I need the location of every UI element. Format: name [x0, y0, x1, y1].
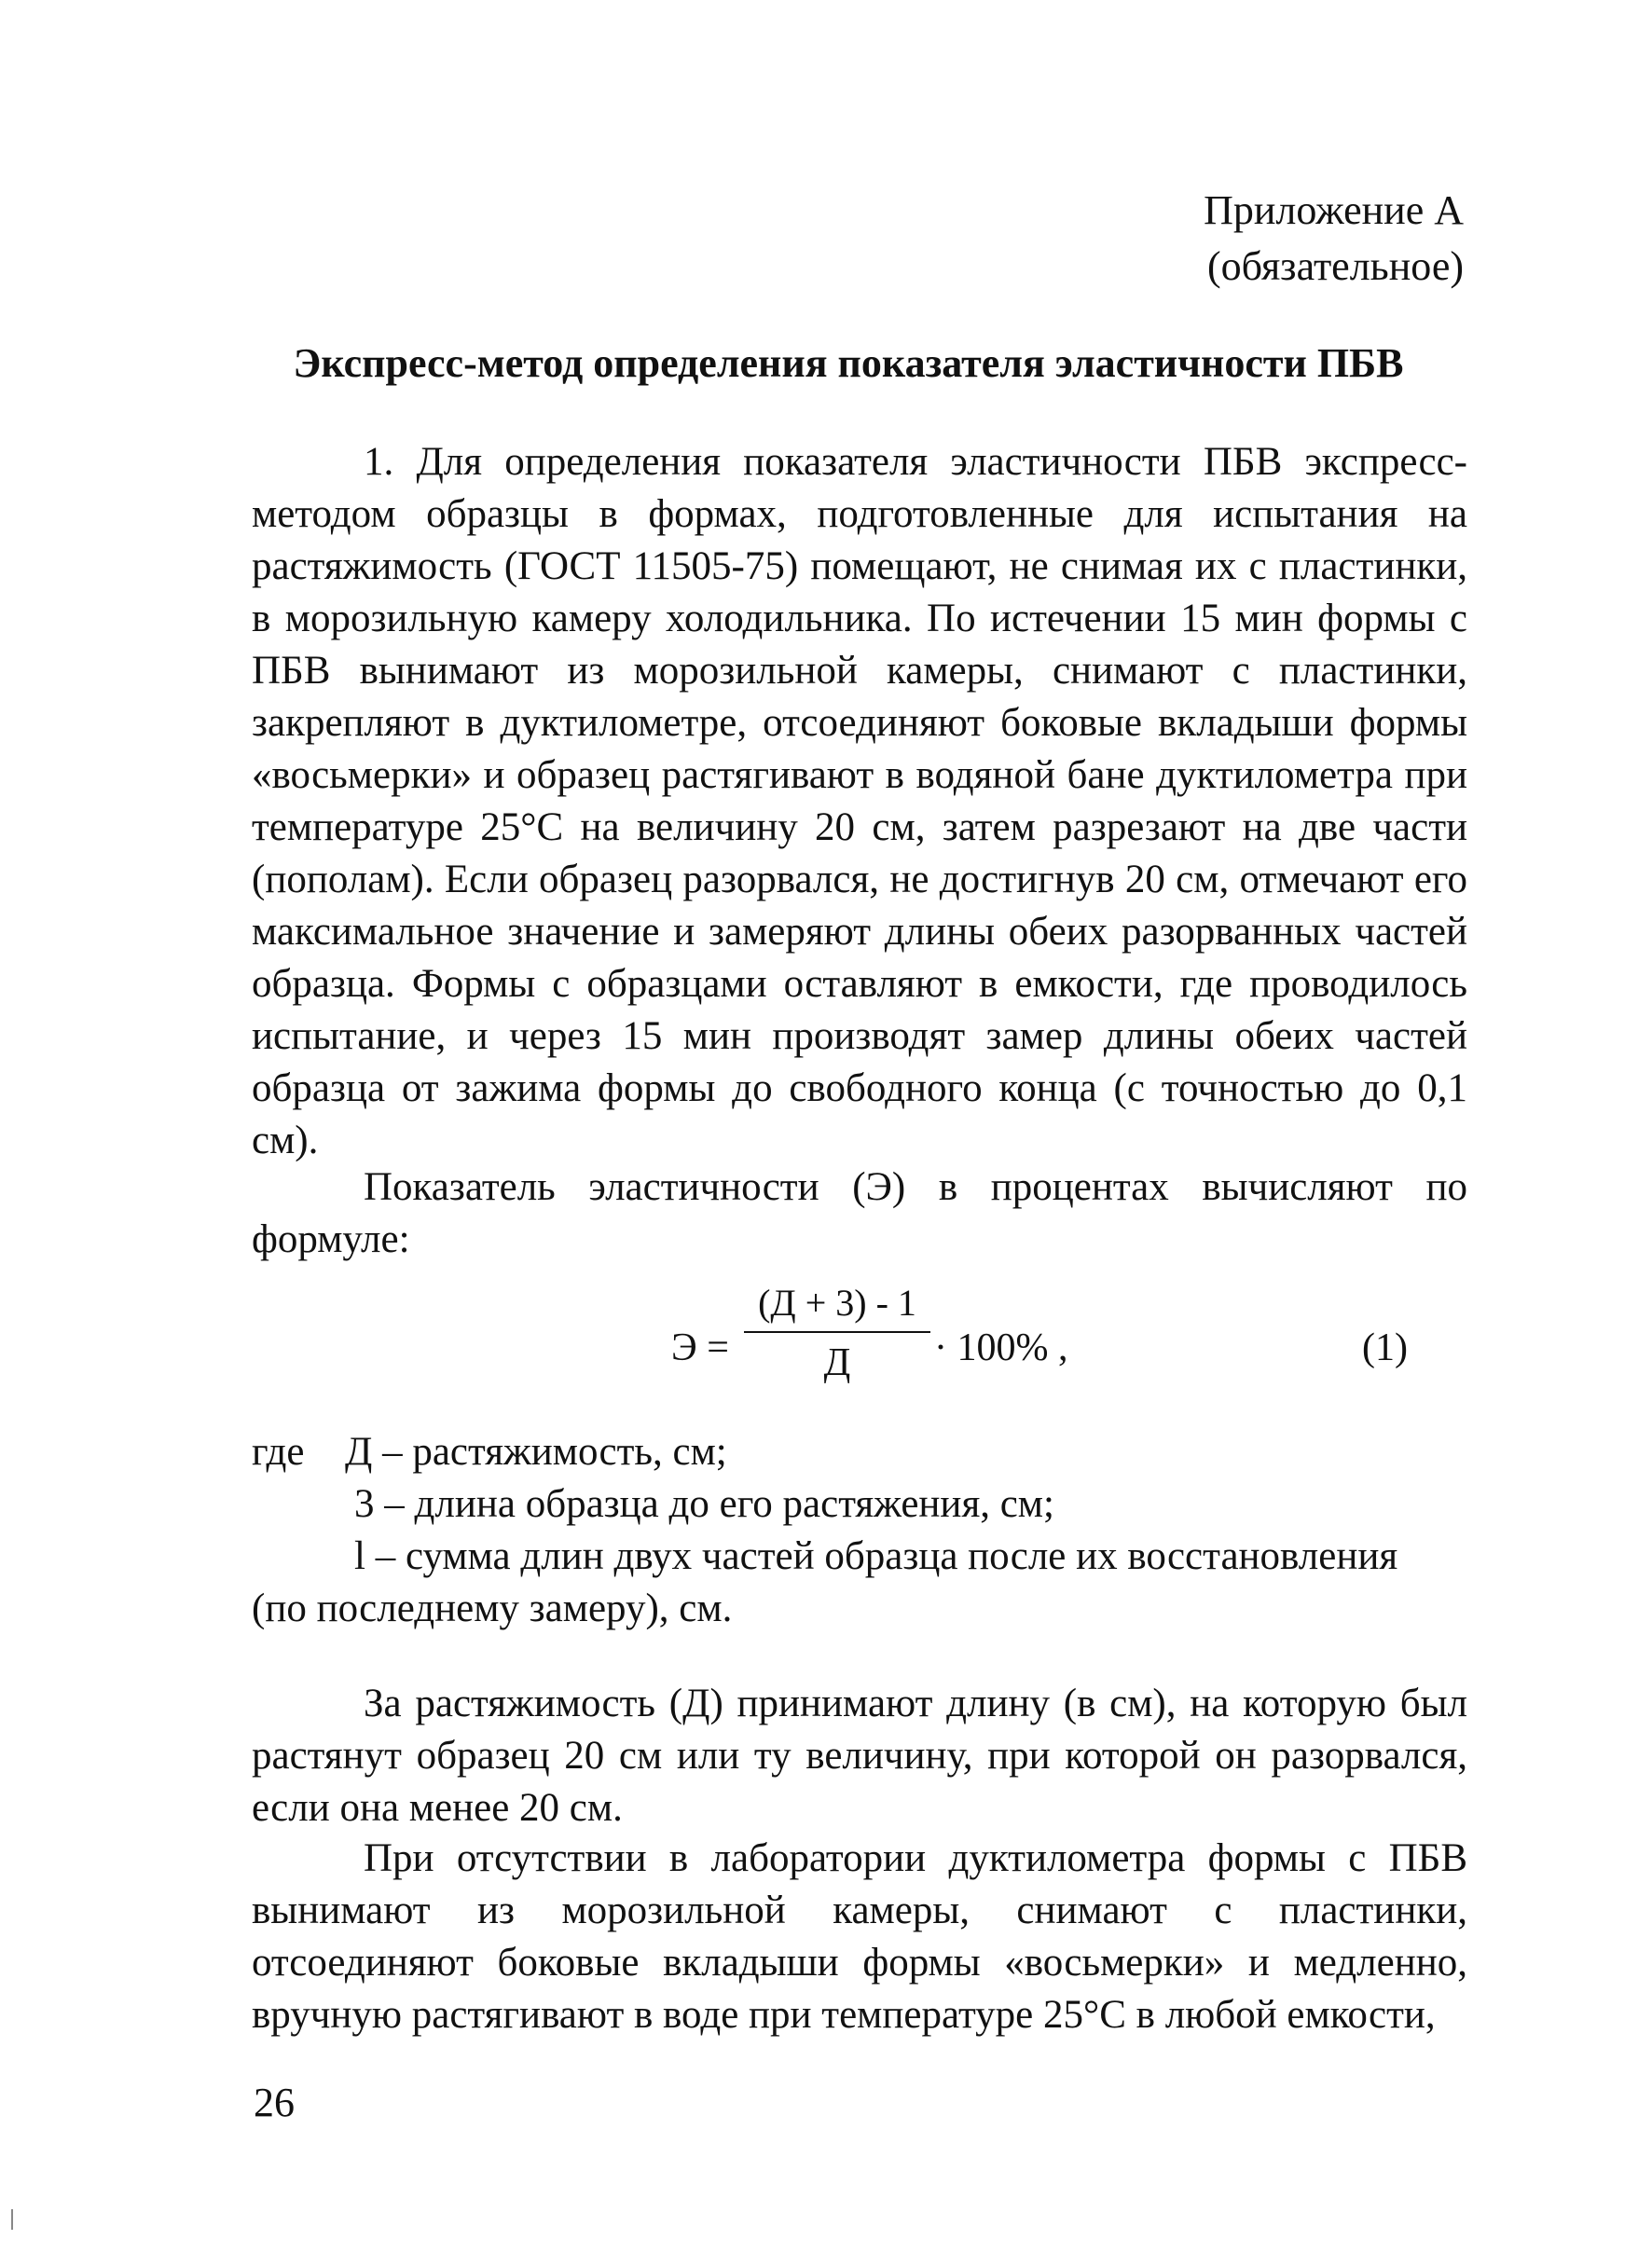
paragraph-extensibility: За растяжимость (Д) принимают длину (в см), на которую был растянут образец 20 см или ту величину, при которой он разорвался, если она менее 20 см.	[252, 1682, 1467, 1830]
formula-denominator: Д	[823, 1341, 851, 1384]
where-label: где	[252, 1430, 305, 1474]
paragraph-formula-intro: Показатель эластичности (Э) в процентах вычисляют по формуле:	[252, 1165, 1467, 1261]
annex-heading	[1204, 183, 1464, 295]
formula-numerator: (Д + 3) - 1	[758, 1282, 916, 1324]
annex-label: Приложение А	[1204, 187, 1464, 233]
fraction-bar	[744, 1331, 930, 1333]
definition-l-cont: (по последнему замеру), см.	[252, 1587, 733, 1630]
formula-number: (1)	[1362, 1326, 1408, 1369]
paragraph-procedure: 1. Для определения показателя эластичности ПБВ экспресс-методом образцы в формах, подготовленные для испытания на растяжимость (ГОСТ 11505-75) помещают, не снимая их с пластинки, в морозильную камеру холодильника. По истечении 15 мин формы с ПБВ вынимают из морозильной камеры, снимают с пластинки, закрепляют в дуктилометре, отсоединяют боковые вкладыши формы «восьмерки» и образец растягивают в водяной бане дуктилометра при температуре 25°С на величину 20 см, затем разрезают на две части (пополам). Если образец разорвался, не достигнув 20 см, отмечают его максимальное значение и замеряют длины обеих разорванных частей образца. Формы с образцами оставляют в емкости, где проводилось испытание, и через 15 мин производят замер длины обеих частей образца от зажима формы до свободного конца (с точностью до 0,1 см).	[252, 440, 1467, 1162]
formula-elasticity	[671, 1277, 1137, 1417]
section-title: Экспресс-метод определения показателя эластичности ПБВ	[293, 340, 1404, 386]
formula-definitions	[252, 1426, 1467, 1635]
formula-rhs: · 100% ,	[934, 1326, 1068, 1369]
paragraph-no-ductilometer: При отсутствии в лаборатории дуктилометра формы с ПБВ вынимают из морозильной камеры, снимают с пластинки, отсоединяют боковые вкладыши формы «восьмерки» и медленно, вручную растягивают в воде при температуре 25°С в любой емкости,	[252, 1836, 1467, 2037]
definition-l: l – сумма длин двух частей образца после их восстановления	[354, 1534, 1398, 1578]
definition-d-text: Д – растяжимость, см;	[345, 1430, 727, 1474]
formula-fraction	[744, 1277, 930, 1389]
scan-edge-mark	[11, 2209, 13, 2230]
definition-d	[252, 1426, 1467, 1478]
page-number: 26	[254, 2080, 295, 2125]
formula-lhs: Э =	[671, 1326, 729, 1369]
annex-status: (обязательное)	[1207, 243, 1464, 289]
definition-z: 3 – длина образца до его растяжения, см;	[354, 1482, 1054, 1526]
